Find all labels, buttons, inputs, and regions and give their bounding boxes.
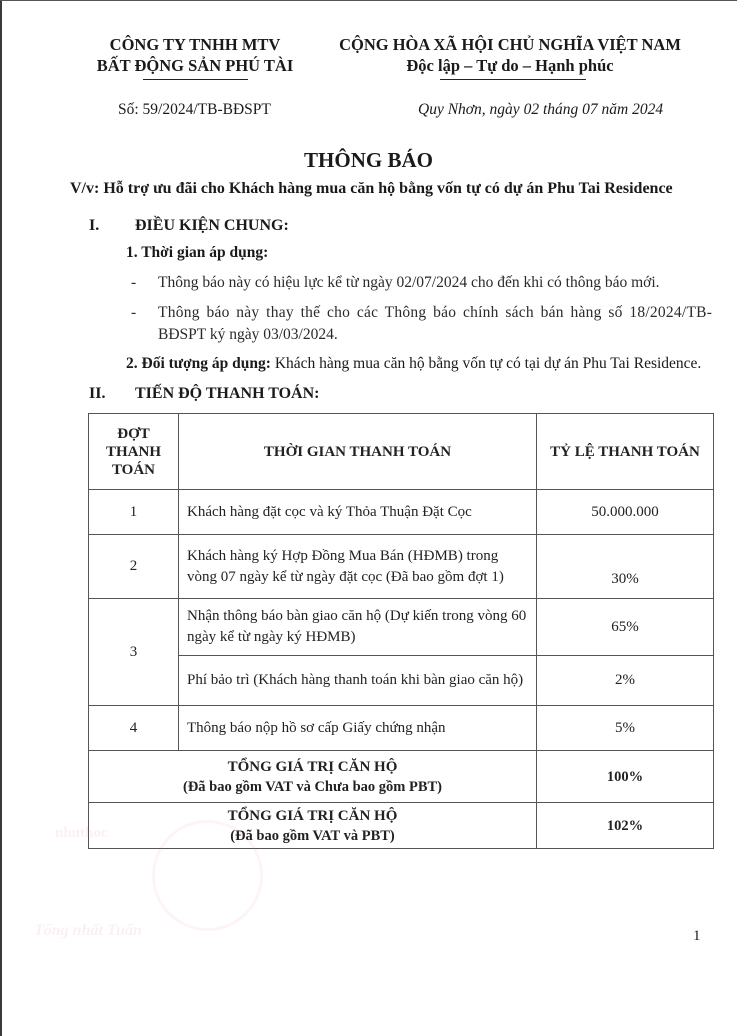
rate-cell: 50.000.000	[537, 490, 714, 535]
reference-number: Số: 59/2024/TB-BĐSPT	[118, 101, 271, 118]
nation-line-2: Độc lập – Tự do – Hạnh phúc	[406, 56, 614, 75]
bullet-text: Thông báo này có hiệu lực kể từ ngày 02/07/2024 cho đến khi có thông báo mới.	[158, 274, 660, 291]
payment-schedule-table	[88, 413, 714, 849]
header-phase-line: THANH	[105, 443, 161, 460]
scan-edge-top	[0, 0, 737, 1]
company-line-1: CÔNG TY TNHH MTV	[109, 35, 281, 54]
company-name	[90, 34, 300, 76]
rate-cell: 65%	[537, 599, 714, 656]
document-subject: V/v: Hỗ trợ ưu đãi cho Khách hàng mua căn hộ bằng vốn tự có dự án Phu Tai Residence	[70, 180, 673, 197]
table-row	[89, 706, 714, 751]
nation-line-1: CỘNG HÒA XÃ HỘI CHỦ NGHĨA VIỆT NAM	[339, 35, 681, 54]
total-label-line-1: TỔNG GIÁ TRỊ CĂN HỘ	[227, 807, 398, 824]
bullet-dash: -	[131, 274, 137, 291]
total-label-line-2: (Đã bao gồm VAT và PBT)	[230, 827, 395, 844]
header-payment-time: THỜI GIAN THANH TOÁN	[179, 414, 537, 490]
table-row	[89, 490, 714, 535]
phase-cell: 2	[89, 535, 179, 599]
subsection-1-heading: 1. Thời gian áp dụng:	[126, 244, 269, 261]
total-row	[89, 751, 714, 803]
company-line-2: BẤT ĐỘNG SẢN PHÚ TÀI	[96, 56, 294, 75]
time-cell: Khách hàng đặt cọc và ký Thỏa Thuận Đặt Cọc	[179, 490, 537, 535]
document-title: THÔNG BÁO	[304, 148, 433, 172]
time-cell: Nhận thông báo bàn giao căn hộ (Dự kiến trong vòng 60 ngày kể từ ngày ký HĐMB)	[179, 599, 537, 656]
section-1-heading	[89, 217, 289, 235]
total-label-cell	[89, 803, 537, 849]
section-2-heading	[89, 385, 319, 403]
subsection-2	[126, 355, 701, 373]
company-underline	[143, 79, 248, 80]
total-label-line-2: (Đã bao gồm VAT và Chưa bao gồm PBT)	[183, 778, 442, 795]
section-1-number: I.	[89, 217, 100, 234]
total-label-line-1: TỔNG GIÁ TRỊ CĂN HỘ	[227, 758, 398, 775]
bullet-dash: -	[131, 304, 137, 321]
section-2-title: TIẾN ĐỘ THANH TOÁN:	[135, 385, 320, 402]
stamp-text: nhuthoc	[55, 825, 108, 841]
bullet-text: Thông báo này thay thế cho các Thông báo chính sách bán hàng số 18/2024/TB-	[158, 304, 713, 321]
phase-cell: 3	[89, 599, 179, 706]
rate-cell: 30%	[537, 535, 714, 599]
header-payment-rate: TỶ LỆ THANH TOÁN	[537, 414, 714, 490]
section-2-number: II.	[89, 385, 106, 402]
time-cell: Thông báo nộp hồ sơ cấp Giấy chứng nhận	[179, 706, 537, 751]
place-date: Quy Nhơn, ngày 02 tháng 07 năm 2024	[418, 101, 664, 118]
header-phase-line: ĐỢT	[117, 425, 150, 442]
stamp-seal	[152, 820, 263, 931]
time-cell: Phí bảo trì (Khách hàng thanh toán khi bàn giao căn hộ)	[179, 656, 537, 706]
section-1-title: ĐIỀU KIỆN CHUNG:	[135, 217, 289, 234]
subsection-2-heading: 2. Đối tượng áp dụng:	[126, 355, 271, 372]
stamp-signature: Tổng nhất Tuấn	[34, 922, 142, 939]
motto-underline	[440, 79, 586, 80]
total-label-cell	[89, 751, 537, 803]
time-cell: Khách hàng ký Hợp Đồng Mua Bán (HĐMB) trong vòng 07 ngày kể từ ngày đặt cọc (Đã bao gồm đợt 1)	[179, 535, 537, 599]
table-header-row	[89, 414, 714, 490]
total-rate-cell: 100%	[537, 751, 714, 803]
header-phase	[89, 414, 179, 490]
phase-cell: 1	[89, 490, 179, 535]
bullet-text-continued: BĐSPT ký ngày 03/03/2024.	[158, 326, 338, 343]
page-number: 1	[693, 928, 701, 944]
table-row	[89, 599, 714, 656]
phase-cell: 4	[89, 706, 179, 751]
rate-cell: 5%	[537, 706, 714, 751]
national-motto	[320, 34, 700, 76]
rate-cell: 2%	[537, 656, 714, 706]
table-row	[89, 535, 714, 599]
subsection-2-text: Khách hàng mua căn hộ bằng vốn tự có tại dự án Phu Tai Residence.	[274, 355, 702, 372]
header-phase-line: TOÁN	[111, 461, 156, 478]
total-rate-cell: 102%	[537, 803, 714, 849]
table-row	[89, 656, 714, 706]
